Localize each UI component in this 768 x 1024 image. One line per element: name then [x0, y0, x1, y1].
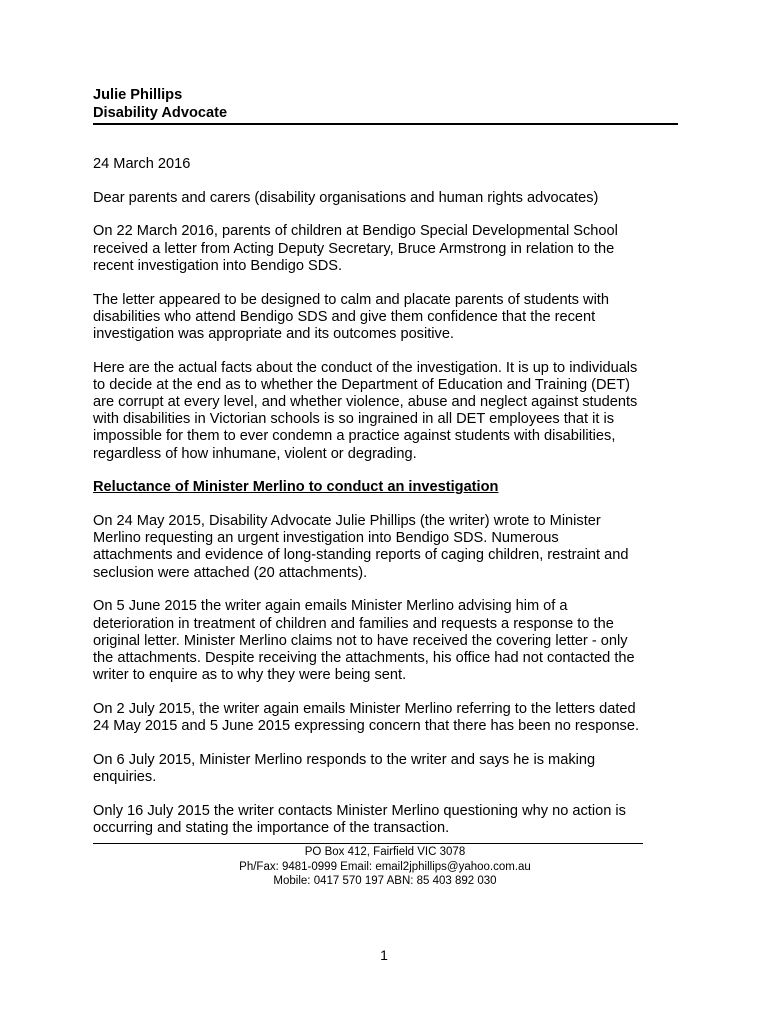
- paragraph-5: On 5 June 2015 the writer again emails Minister Merlino advising him of a deterioration in treatment of children and families and requests a response to the original letter. Minister Merlino claims not to have received the covering letter - only the attachments. Despite receiving the attachments, his office had not contacted the writer to enquire as to why they were being sent.: [93, 598, 635, 684]
- letterhead: [93, 86, 678, 122]
- salutation: Dear parents and carers (disability organisations and human rights advocates): [93, 189, 599, 206]
- footer-address: PO Box 412, Fairfield VIC 3078: [304, 846, 466, 858]
- author-name: Julie Phillips: [93, 87, 183, 103]
- paragraph-6: On 2 July 2015, the writer again emails Minister Merlino referring to the letters dated 24 May 2015 and 5 June 2015 expressing concern that there has been no response.: [93, 700, 640, 735]
- footer-contact: Ph/Fax: 9481-0999 Email: email2jphillips@yahoo.com.au: [239, 860, 531, 873]
- footer: [93, 845, 677, 889]
- paragraph-1: On 22 March 2016, parents of children at Bendigo Special Developmental School received a letter from Acting Deputy Secretary, Bruce Armstrong in relation to the recent investigation into Bendigo SDS.: [93, 223, 618, 274]
- paragraph-7: On 6 July 2015, Minister Merlino responds to the writer and says he is making enquiries.: [93, 751, 596, 785]
- paragraph-4: On 24 May 2015, Disability Advocate Julie Phillips (the writer) wrote to Minister Merlino requesting an urgent investigation into Bendigo SDS. Numerous attachments and evidence of long-standing reports of caging children, restraint and seclusion were attached (20 attachments).: [93, 513, 629, 581]
- author-role: Disability Advocate: [93, 105, 228, 121]
- footer-mobile: Mobile: 0417 570 197 ABN: 85 403 892 030: [273, 875, 497, 887]
- paragraph-8: Only 16 July 2015 the writer contacts Minister Merlino questioning why no action is occurring and stating the importance of the transaction.: [93, 802, 626, 836]
- paragraph-3: Here are the actual facts about the conduct of the investigation. It is up to individuals to decide at the end as to whether the Department of Education and Training (DET) are corrupt at every level, and whether violence, abuse and neglect against students with disabilities in Victorian schools is so ingrained in all DET employees that it is impossible for them to ever condemn a practice against students with disabilities, regardless of how inhumane, violent or degrading.: [93, 359, 638, 462]
- header-divider: [93, 123, 678, 125]
- letter-date: 24 March 2016: [93, 156, 191, 172]
- page-number: 1: [380, 947, 388, 963]
- section-heading: Reluctance of Minister Merlino to conduct an investigation: [93, 479, 499, 496]
- letter-body: [93, 156, 683, 854]
- footer-divider: [93, 843, 643, 844]
- paragraph-2: The letter appeared to be designed to calm and placate parents of students with disabilities who attend Bendigo SDS and give them confidence that the recent investigation was appropriate and its outcomes positive.: [93, 291, 609, 342]
